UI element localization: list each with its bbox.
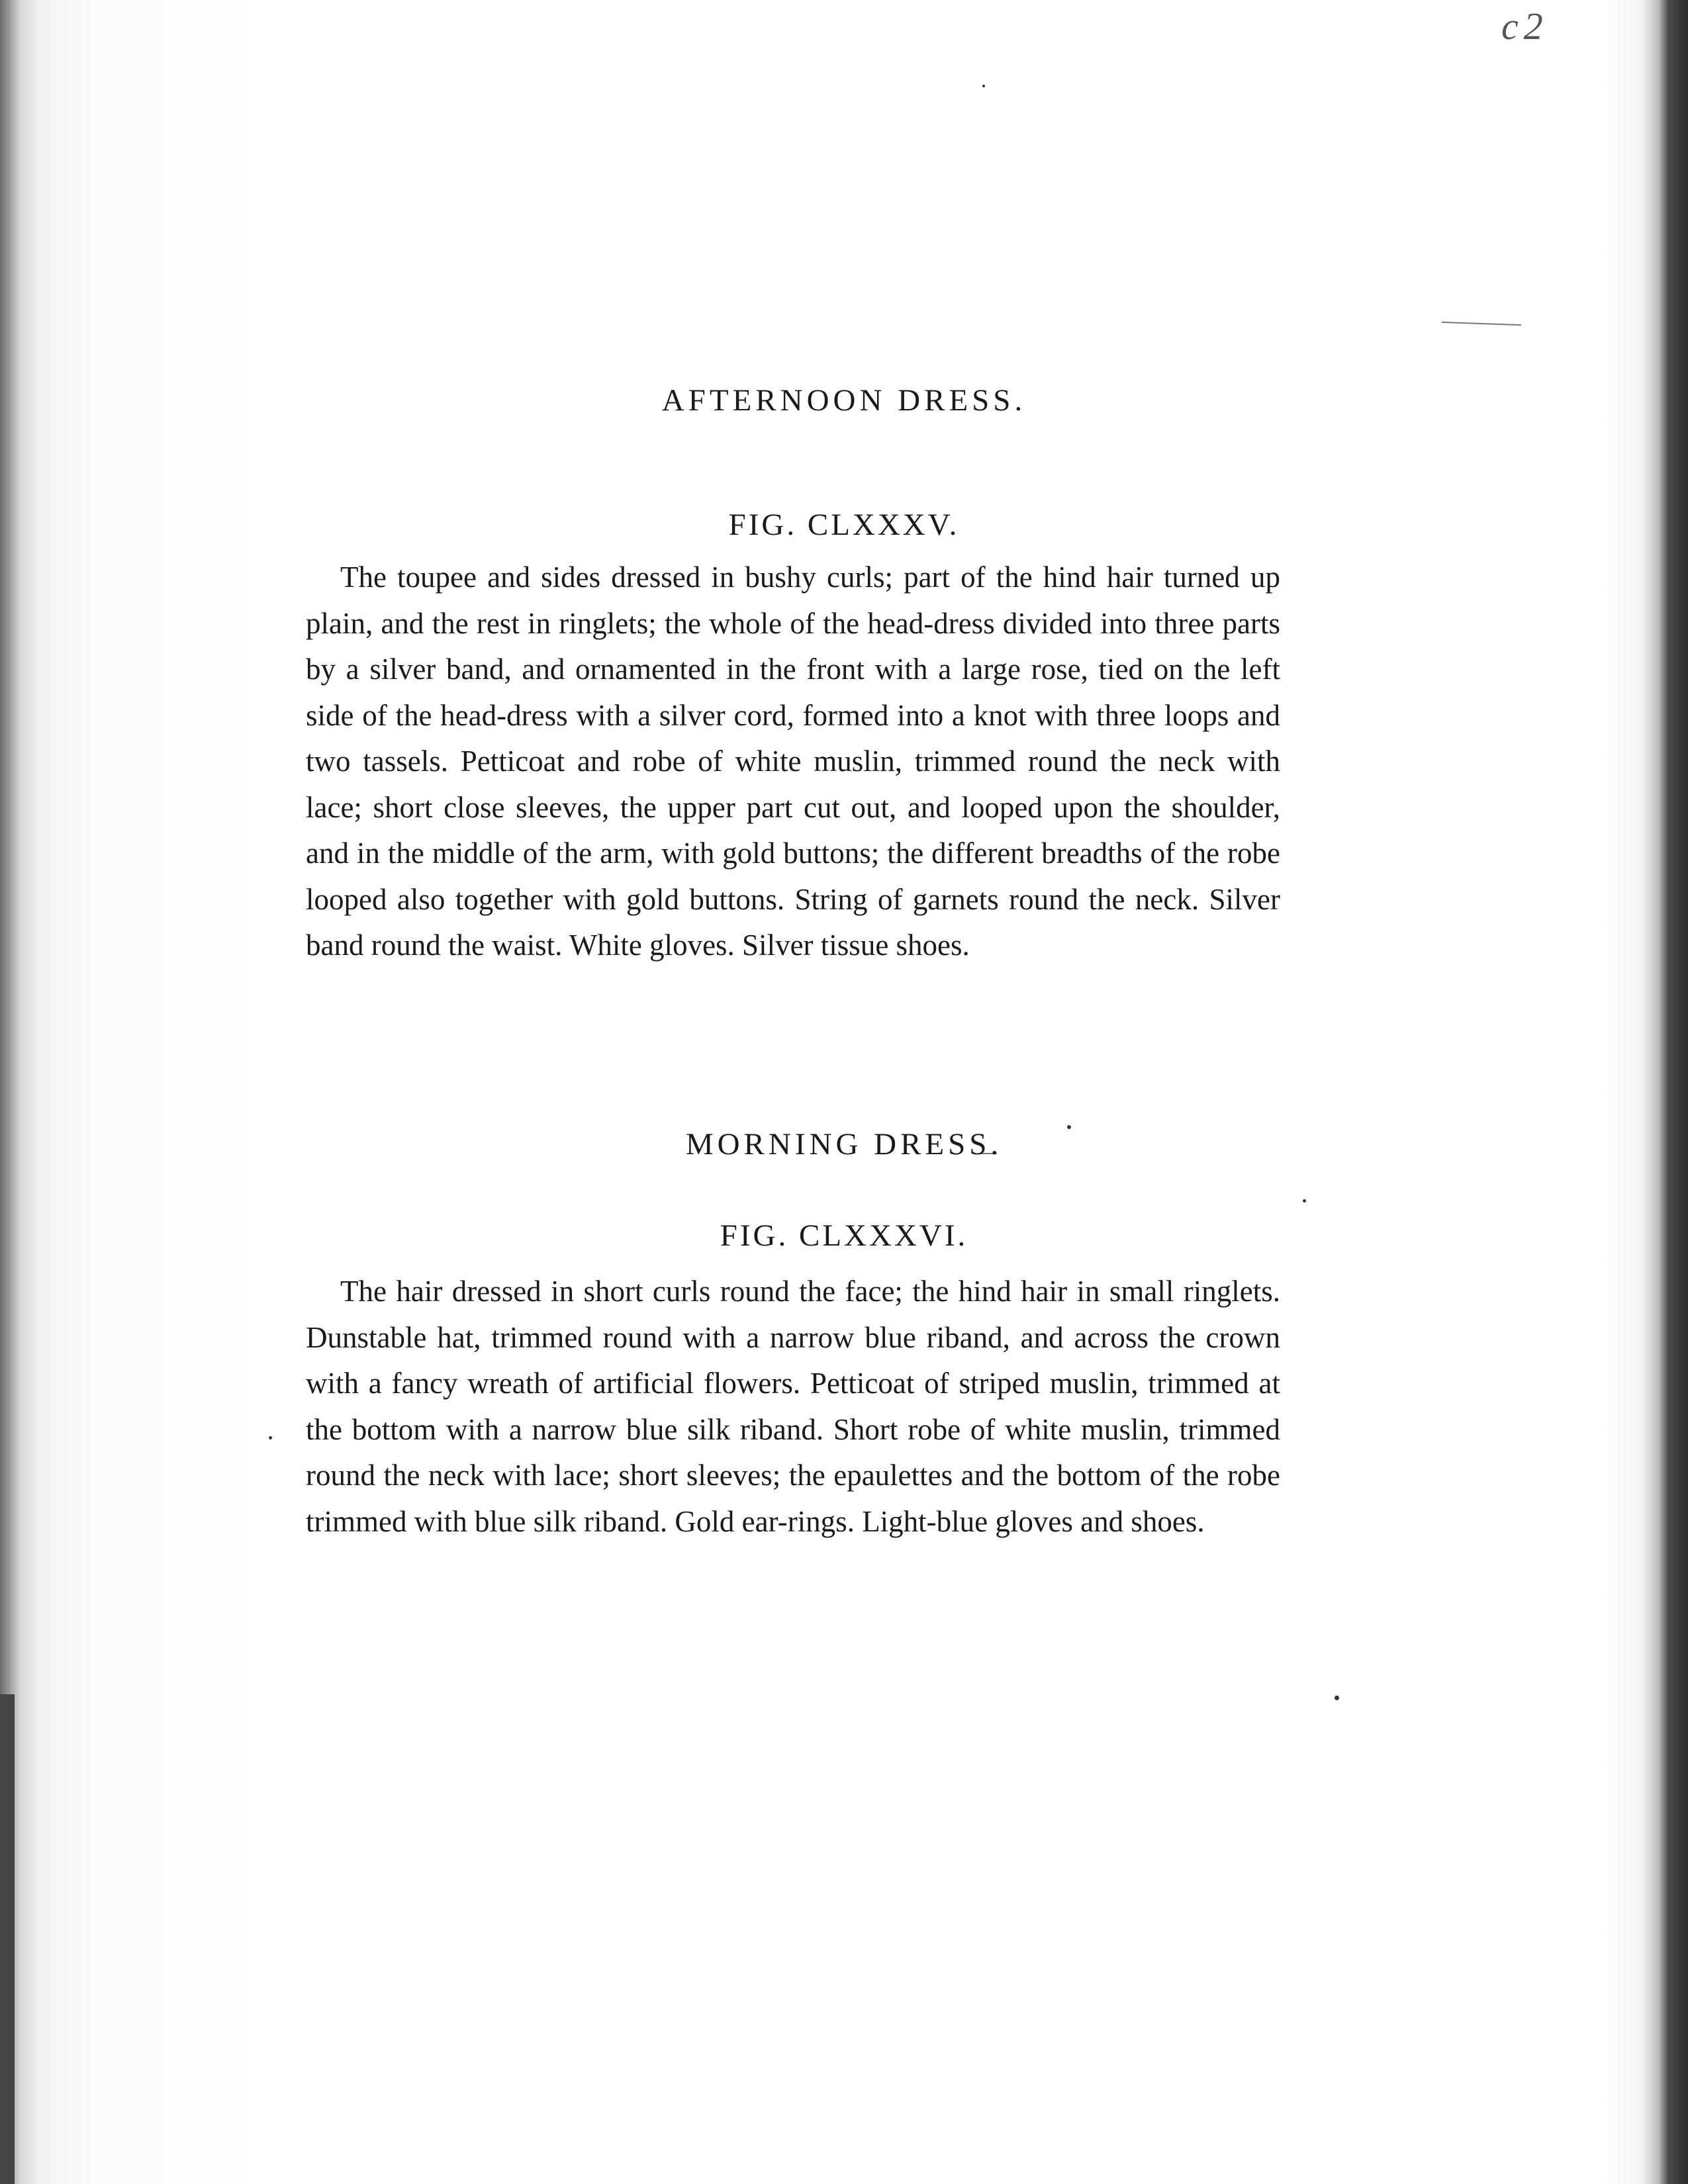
description-morning-dress: The hair dressed in short curls round the face; the hind hair in small ringlets. Dunstable hat, trimmed round with a narrow blue riband, and across the crown with a fancy wreath of artificial flowers. Petticoat of striped muslin, trimmed at the bottom with a narrow blue silk riband. Short robe of white muslin, trimmed round the neck with lace; short sleeves; the epaulettes and the bottom of the robe trimmed with blue silk riband. Gold ear-rings. Light-blue gloves and shoes. <box>306 1275 1280 1538</box>
figure-title-clxxxvi: FIG. CLXXXVI. <box>720 1218 968 1253</box>
figure-title-clxxxv: FIG. CLXXXV. <box>728 508 960 542</box>
page-number-mark: c2 <box>1501 5 1548 48</box>
paper-speck <box>1303 1199 1306 1203</box>
paper-scratch <box>1442 322 1521 326</box>
binding-shadow <box>0 1694 15 2184</box>
paper-speck <box>982 85 985 87</box>
paper-speck <box>269 1436 272 1439</box>
description-afternoon-dress: The toupee and sides dressed in bushy curls; part of the hind hair turned up plain, and the rest in ringlets; the whole of the head-dress divided into three parts by a silver band, and ornamented in the front with a large rose, tied on the left side of the head-dress with a silver cord, formed into a knot with three loops and two tassels. Petticoat and robe of white muslin, trimmed round the neck with lace; short close sleeves, the upper part cut out, and looped upon the shoulder, and in the middle of the arm, with gold buttons; the different breadths of the robe looped also together with gold buttons. String of garnets round the neck. Silver band round the waist. White gloves. Silver tissue shoes. <box>306 561 1280 962</box>
section-title-morning-dress: MORNING DRESS. <box>685 1127 1003 1161</box>
paper-speck <box>1335 1696 1339 1700</box>
section-title-afternoon-dress: AFTERNOON DRESS. <box>661 383 1027 418</box>
